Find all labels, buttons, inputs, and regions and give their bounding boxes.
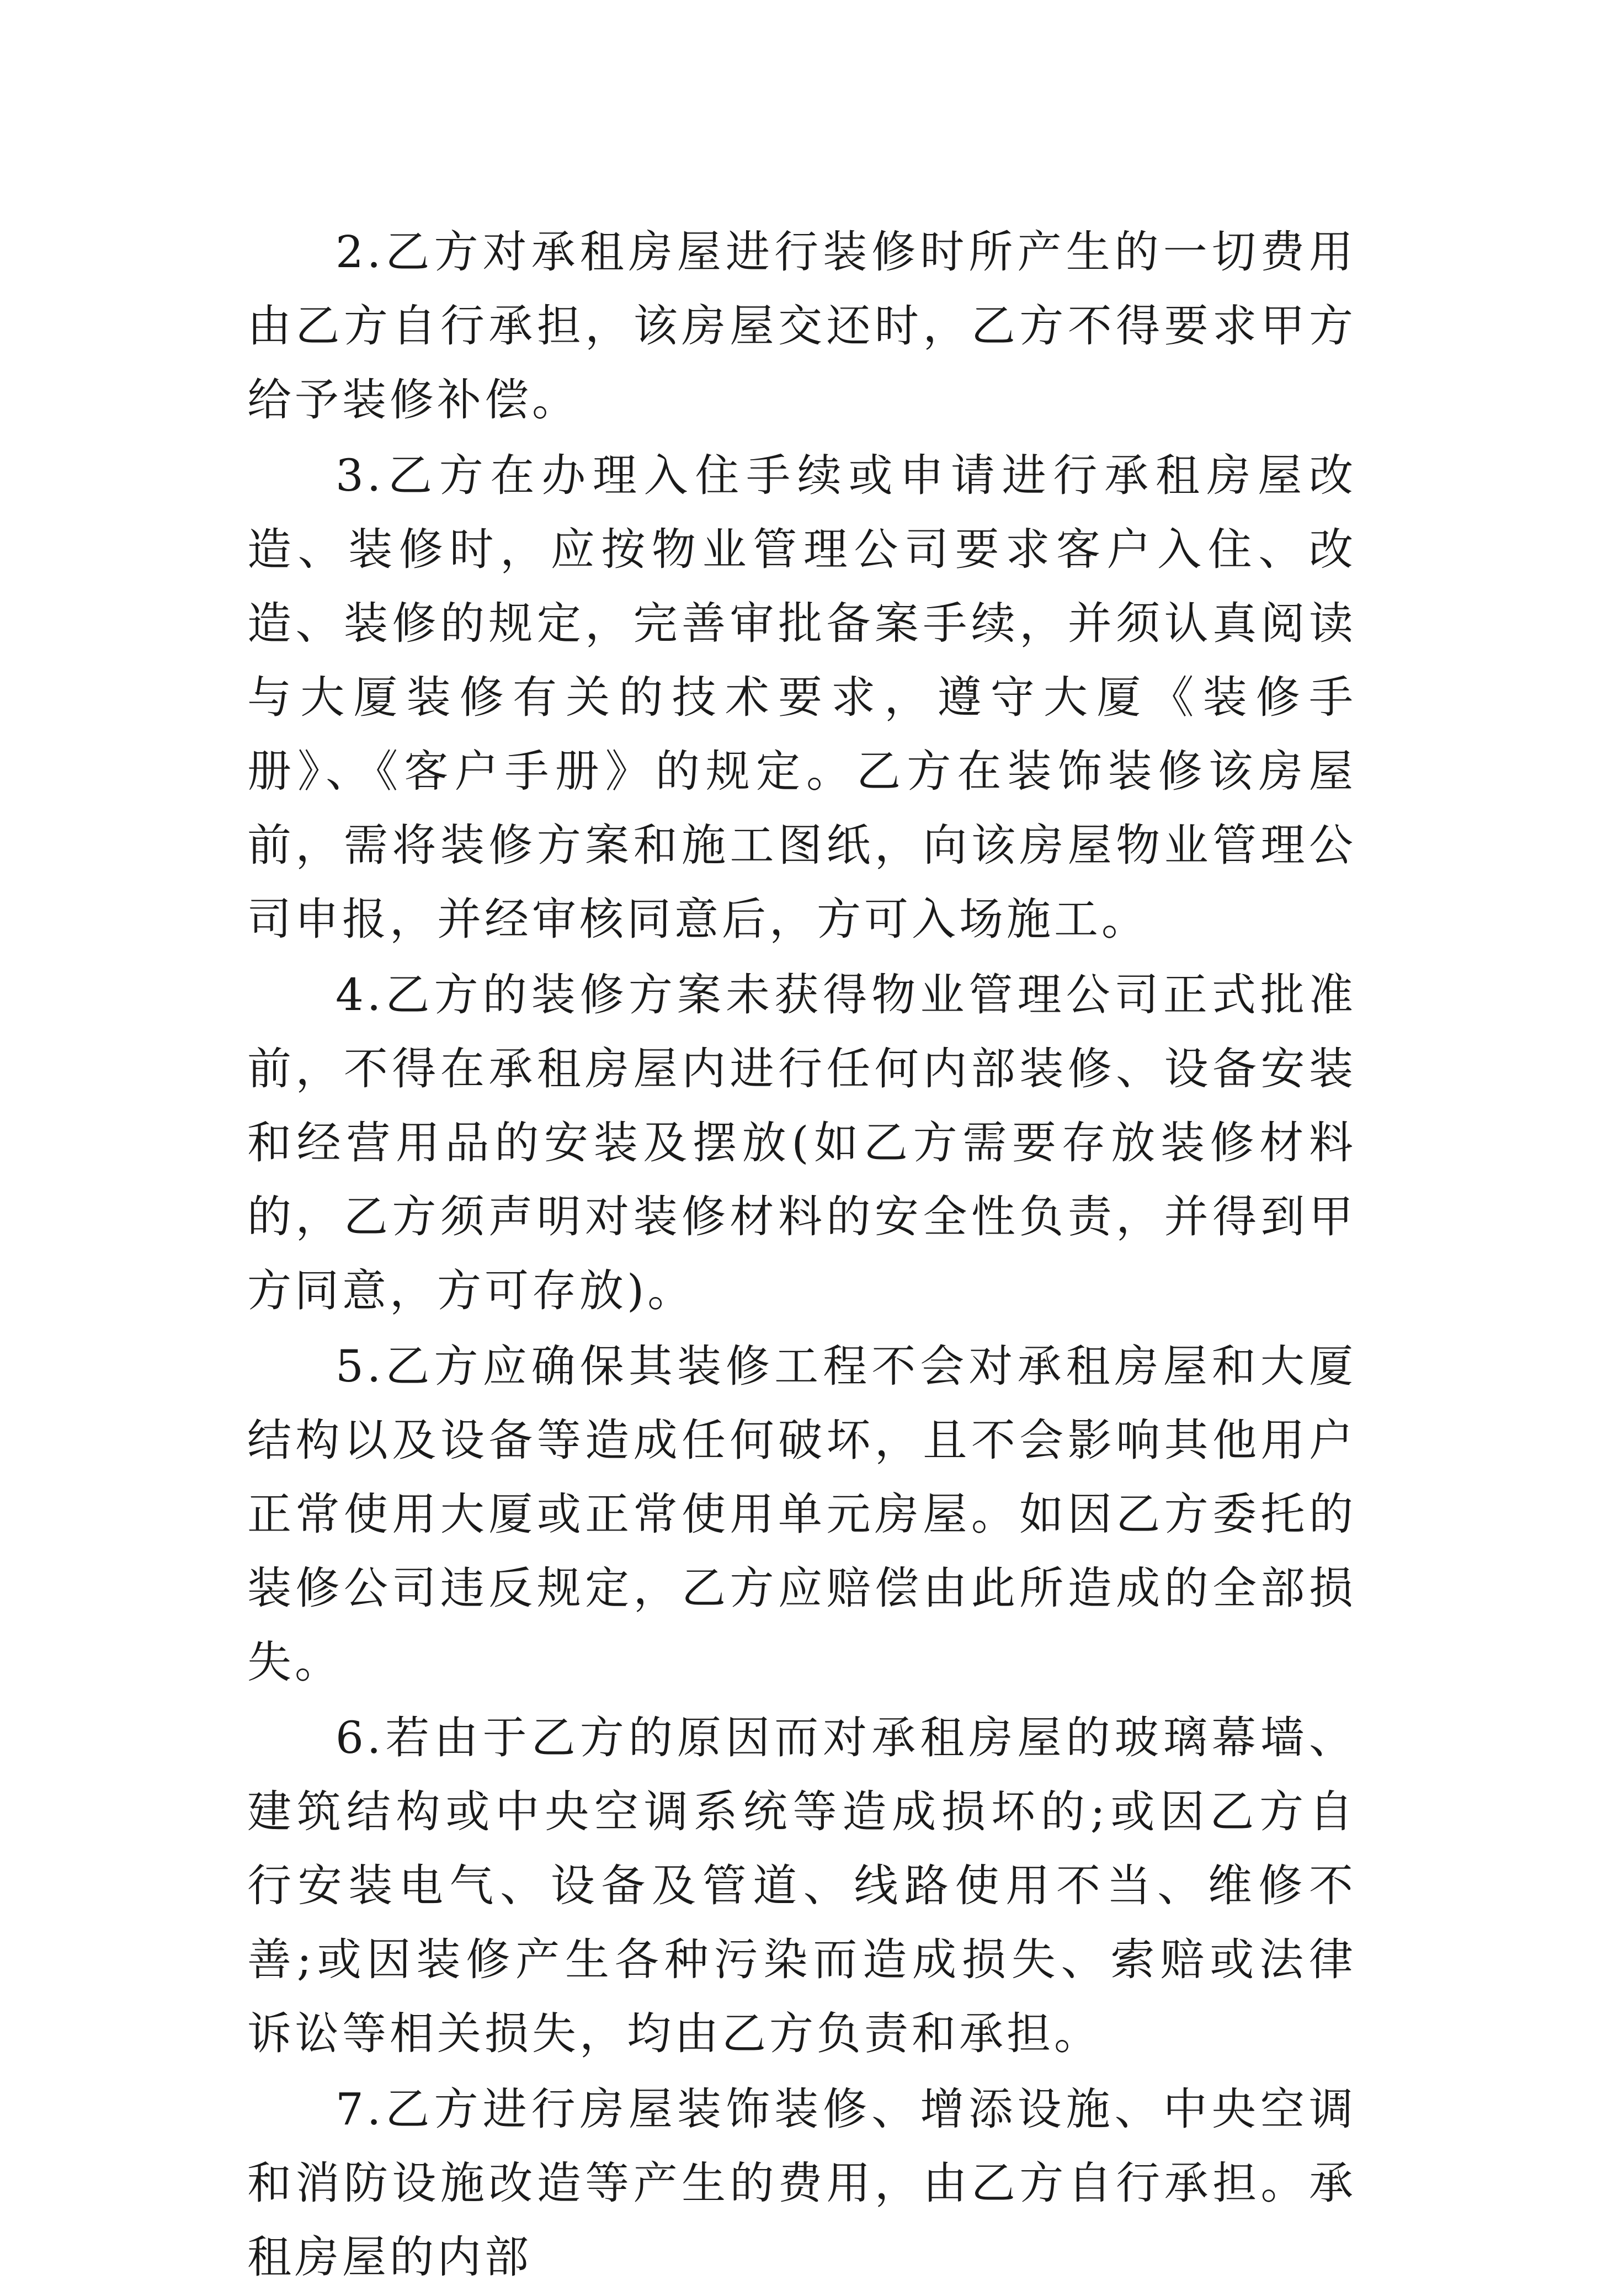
clause-6-paragraph: 6.若由于乙方的原因而对承租房屋的玻璃幕墙、建筑结构或中央空调系统等造成损坏的;或因乙方自行安装电气、设备及管道、线路使用不当、维修不善;或因装修产生各种污染而造成损失、索赔或法律诉讼等相关损失，均由乙方负责和承担。 (247, 1712, 1356, 2059)
document-body (247, 215, 1356, 2296)
clause-3-paragraph: 3.乙方在办理入住手续或申请进行承租房屋改造、装修时，应按物业管理公司要求客户入住、改造、装修的规定，完善审批备案手续，并须认真阅读与大厦装修有关的技术要求，遵守大厦《装修手册》、《客户手册》的规定。乙方在装饰装修该房屋前，需将装修方案和施工图纸，向该房屋物业管理公司申报，并经审核同意后，方可入场施工。 (247, 450, 1356, 945)
clause-2-paragraph: 2.乙方对承租房屋进行装修时所产生的一切费用由乙方自行承担，该房屋交还时，乙方不得要求甲方给予装修补偿。 (247, 226, 1356, 426)
clause-4-paragraph: 4.乙方的装修方案未获得物业管理公司正式批准前，不得在承租房屋内进行任何内部装修、设备安装和经营用品的安装及摆放(如乙方需要存放装修材料的，乙方须声明对装修材料的安全性负责，并得到甲方同意，方可存放)。 (247, 969, 1356, 1316)
clause-7-paragraph: 7.乙方进行房屋装饰装修、增添设施、中央空调和消防设施改造等产生的费用，由乙方自行承担。承租房屋的内部 (247, 2084, 1356, 2283)
clause-5-paragraph: 5.乙方应确保其装修工程不会对承租房屋和大厦结构以及设备等造成任何破坏，且不会影响其他用户正常使用大厦或正常使用单元房屋。如因乙方委托的装修公司违反规定，乙方应赔偿由此所造成的全部损失。 (247, 1341, 1356, 1688)
